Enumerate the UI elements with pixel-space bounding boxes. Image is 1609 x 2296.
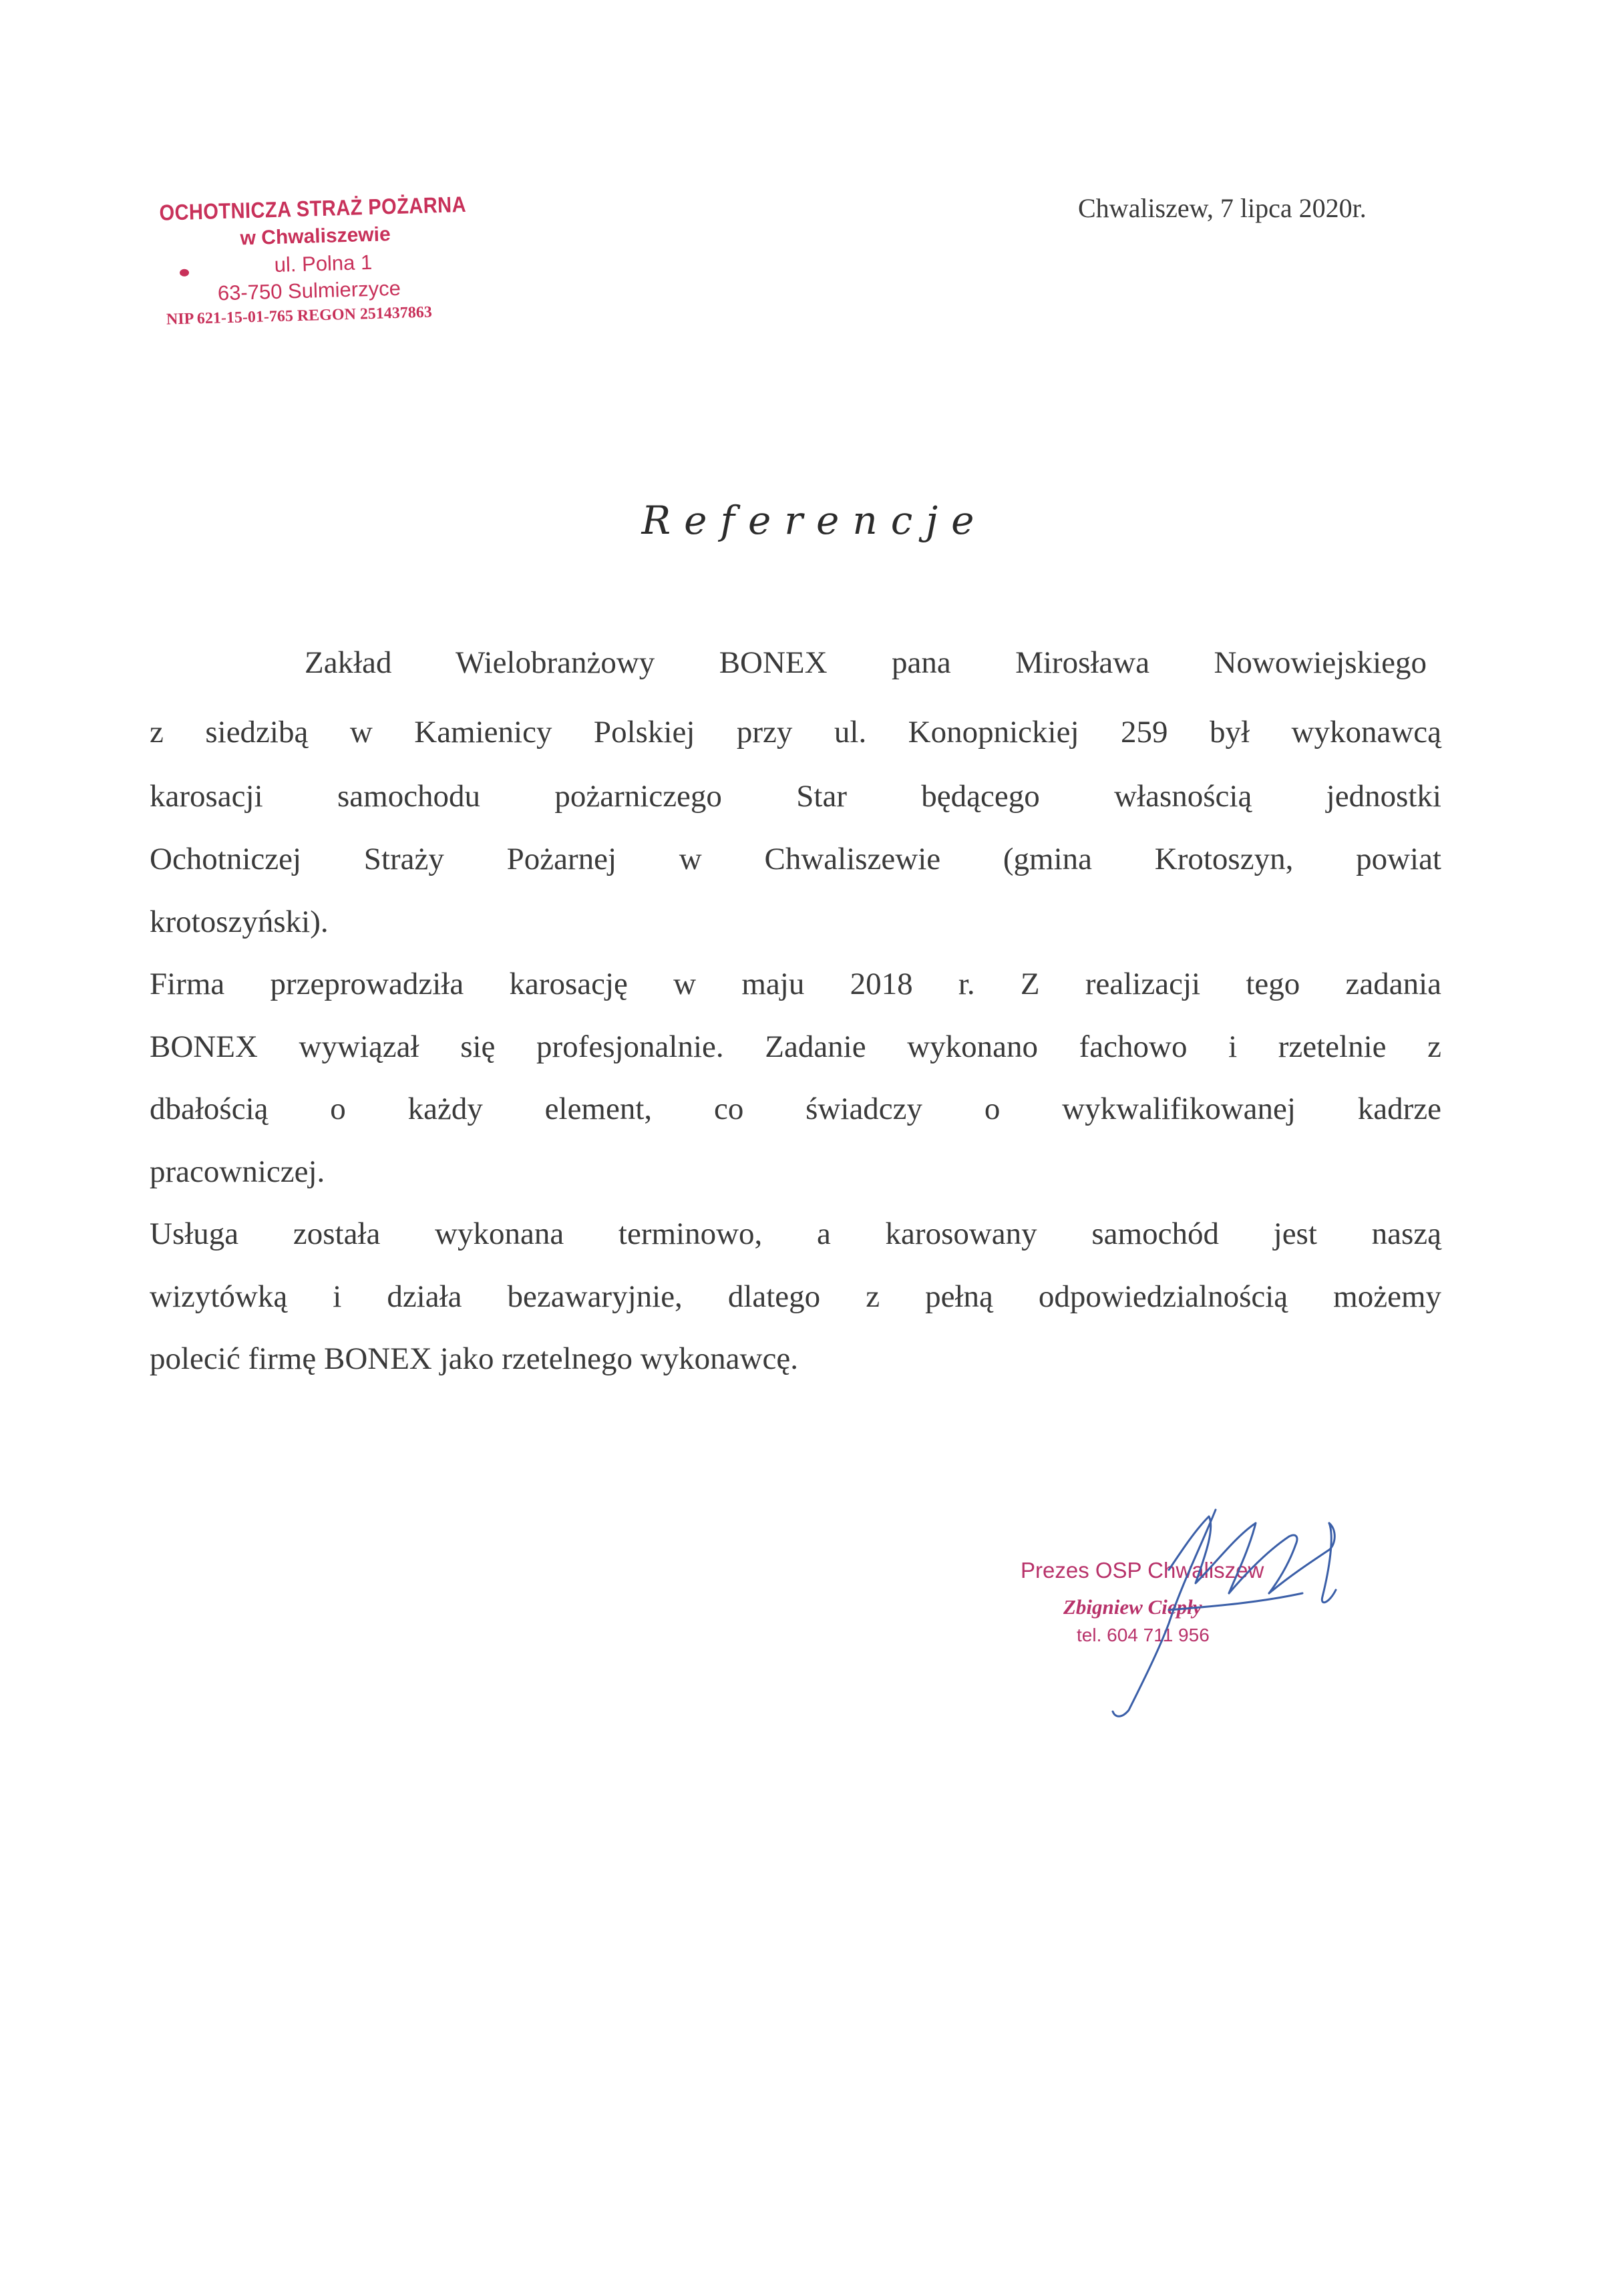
body-line: wizytówką i działa bezawaryjnie, dlatego z pełną odpowiedzialnością możemy xyxy=(150,1279,1441,1314)
signature-name: Zbigniew Ciepły xyxy=(1063,1595,1202,1619)
stamp-postal-code: 63-750 Sulmierzyce xyxy=(217,276,401,305)
body-line: karosacji samochodu pożarniczego Star będącego własnością jednostki xyxy=(150,779,1441,814)
stamp-dot-icon xyxy=(180,269,189,277)
body-line: Firma przeprowadziła karosację w maju 2018 r. Z realizacji tego zadania xyxy=(150,967,1441,1001)
letter-date: Chwaliszew, 7 lipca 2020r. xyxy=(1078,193,1367,223)
stamp-location: w Chwaliszewie xyxy=(240,223,391,250)
body-line: Zakład Wielobranżowy BONEX pana Mirosława Nowowiejskiego xyxy=(305,645,1427,680)
body-line: pracowniczej. xyxy=(150,1154,325,1189)
body-line: Usługa została wykonana terminowo, a karosowany samochód jest naszą xyxy=(150,1216,1441,1251)
body-line: krotoszyński). xyxy=(150,905,329,939)
signature-block xyxy=(1015,1470,1389,1737)
signature-title: Prezes OSP Chwaliszew xyxy=(1021,1558,1264,1583)
body-line: z siedzibą w Kamienicy Polskiej przy ul. Konopnickiej 259 był wykonawcą xyxy=(150,715,1441,750)
body-line: dbałością o każdy element, co świadczy o wykwalifikowanej kadrze xyxy=(150,1092,1441,1126)
body-line: Ochotniczej Straży Pożarnej w Chwaliszewie (gmina Krotoszyn, powiat xyxy=(150,842,1441,876)
body-line: BONEX wywiązał się profesjonalnie. Zadanie wykonano fachowo i rzetelnie z xyxy=(150,1029,1441,1064)
signature-phone: tel. 604 711 956 xyxy=(1077,1625,1210,1645)
handwritten-signature-icon xyxy=(1015,1470,1389,1737)
body-line: polecić firmę BONEX jako rzetelnego wykonawcę. xyxy=(150,1341,798,1376)
organization-stamp xyxy=(154,190,532,347)
stamp-street: ul. Polna 1 xyxy=(274,250,373,277)
stamp-tax-ids: NIP 621-15-01-765 REGON 251437863 xyxy=(166,303,433,329)
document-title: Referencje xyxy=(641,498,988,543)
stamp-organization-name: OCHOTNICZA STRAŻ POŻARNA xyxy=(158,191,467,225)
